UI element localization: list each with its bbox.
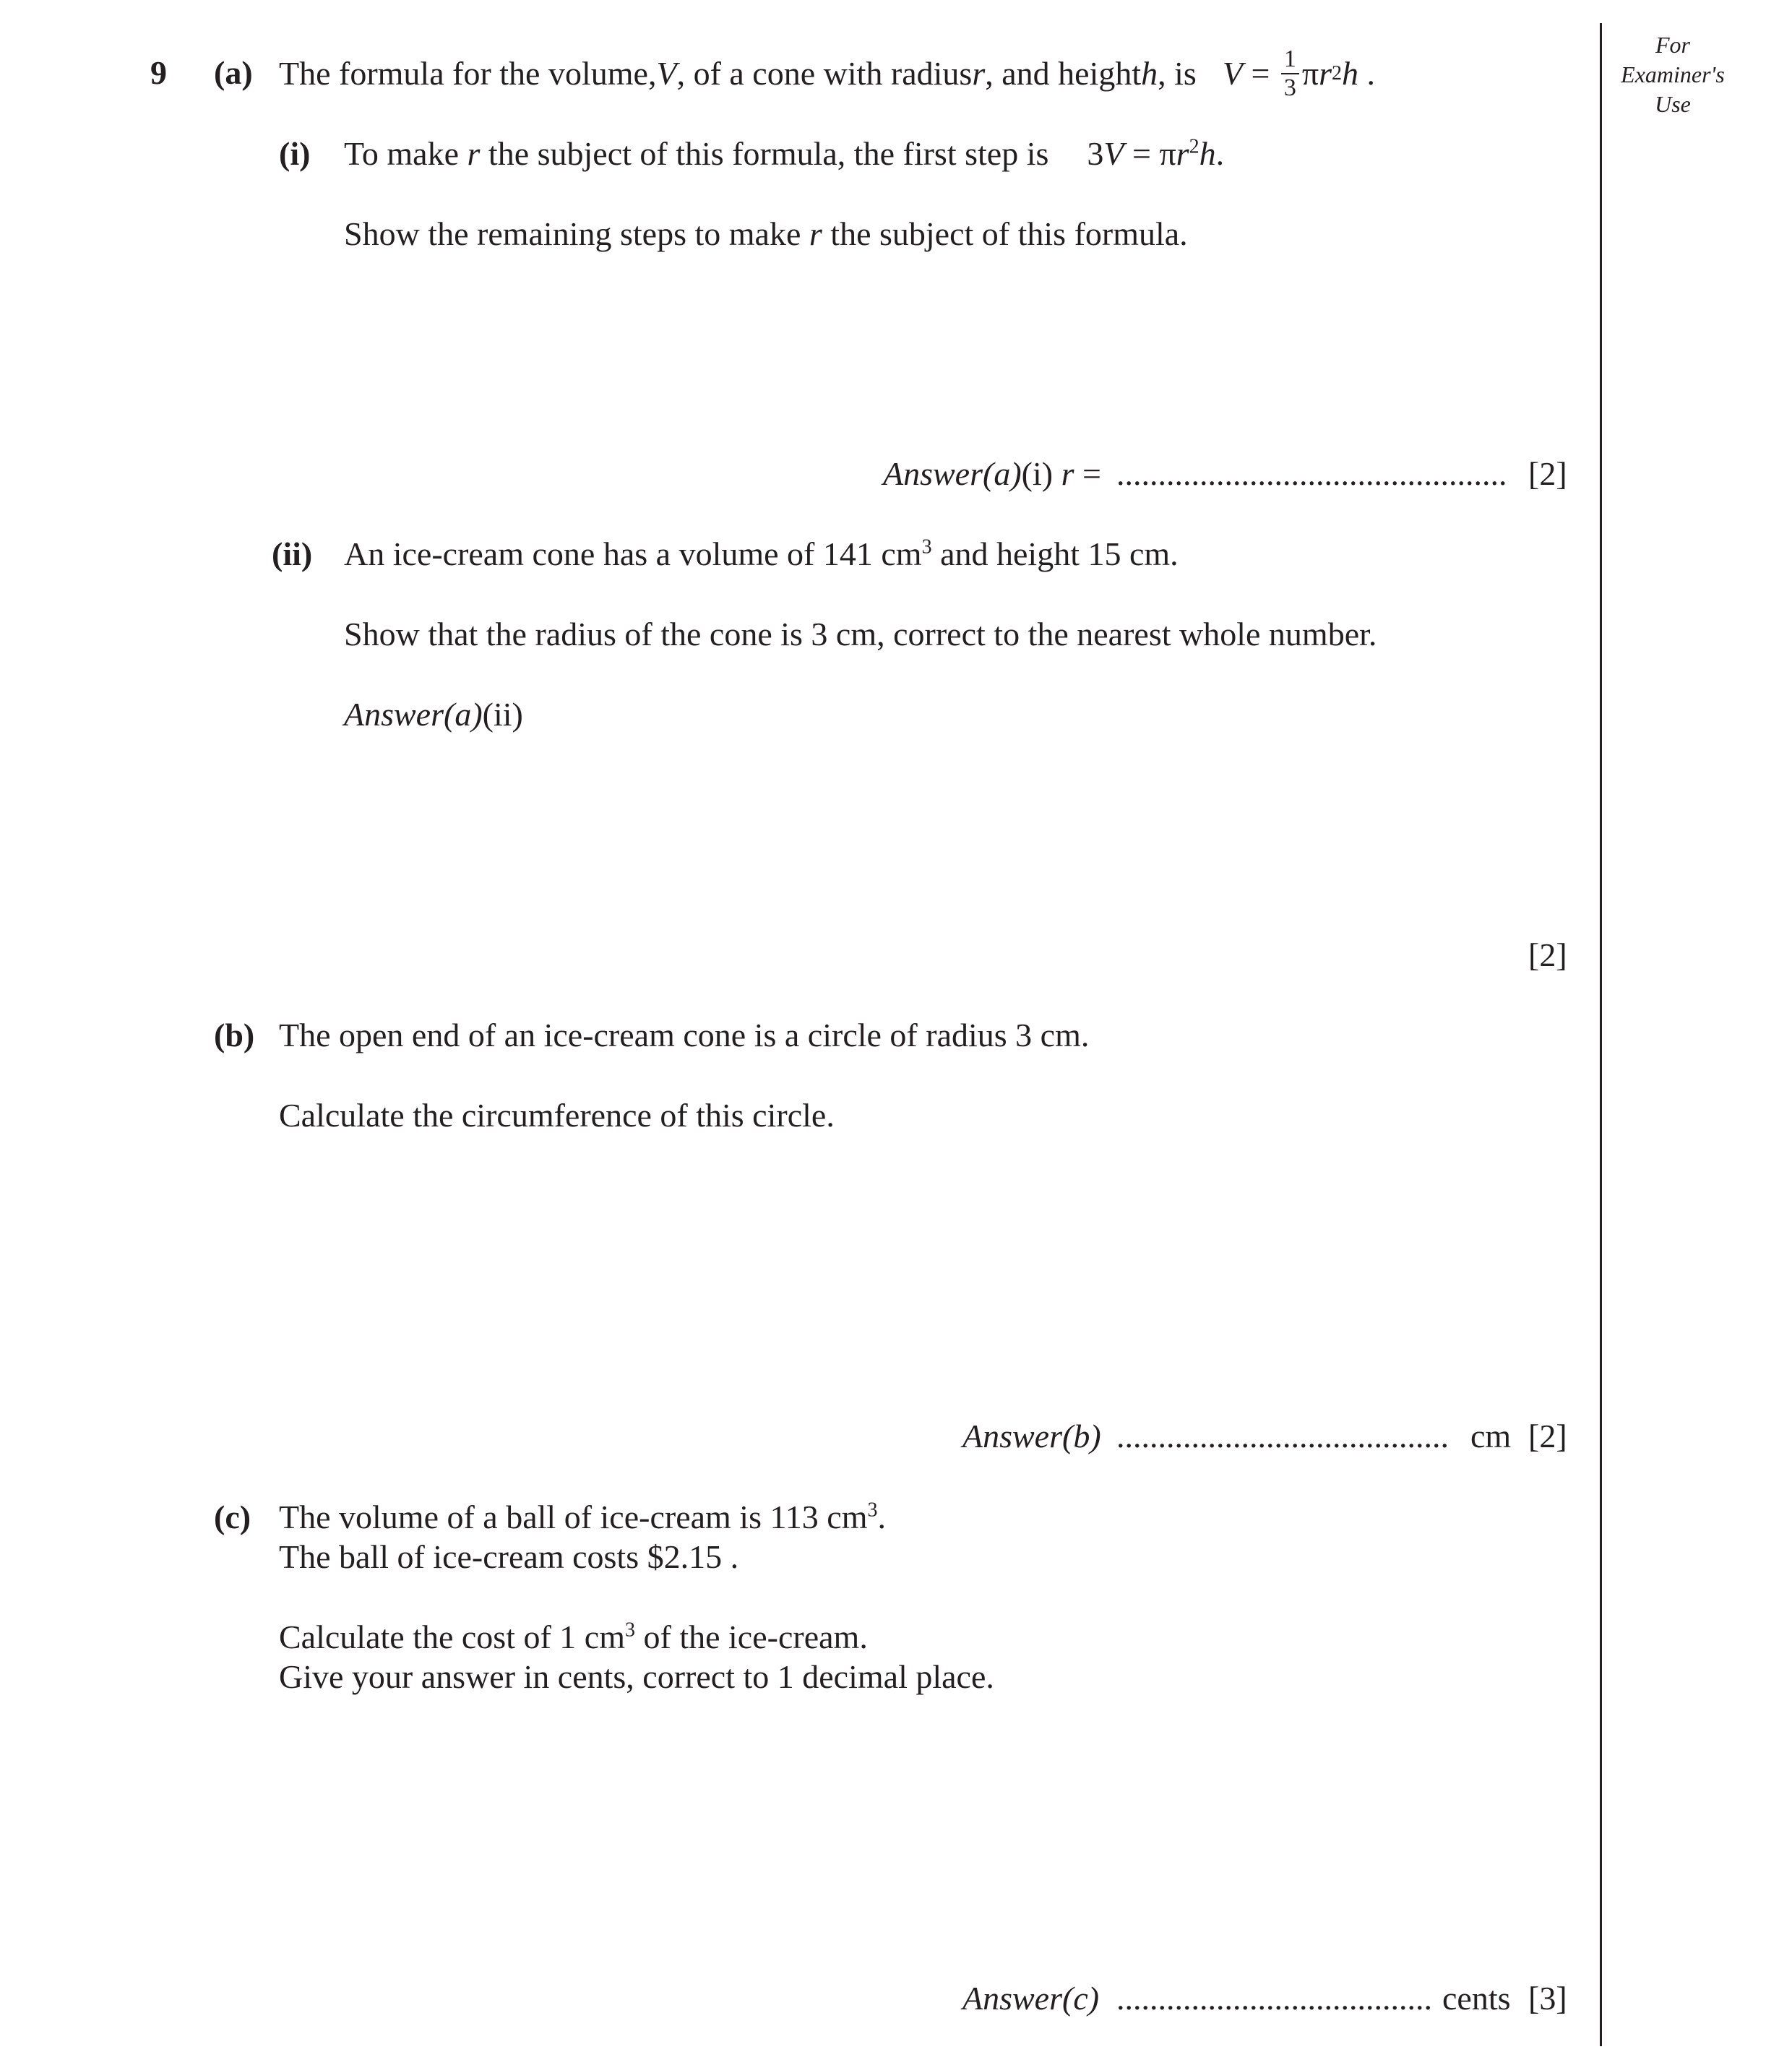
examiner-use-label xyxy=(1590,30,1756,119)
var-V: V xyxy=(656,55,677,92)
eq-r: r xyxy=(1176,135,1189,172)
fraction-denominator: 3 xyxy=(1283,74,1296,101)
answer-a-i-part: (i) xyxy=(1021,455,1061,492)
answer-a-ii xyxy=(344,698,523,731)
part-a-ii-text-1a: An ice-cream cone has a volume of 141 cm xyxy=(344,535,922,572)
part-a-ii-text-1 xyxy=(344,535,1179,572)
part-a-intro-text-3: , and height xyxy=(985,55,1142,92)
part-a-i-show-r: r xyxy=(809,215,822,252)
eq-V: V xyxy=(1103,135,1124,172)
marks-a-ii: [2] xyxy=(1528,936,1567,973)
formula-fraction xyxy=(1281,47,1299,100)
eq-3: 3 xyxy=(1087,135,1104,172)
formula-h: h xyxy=(1342,55,1359,92)
answer-c-label: Answer(c) xyxy=(962,1980,1100,2017)
answer-a-i-var: r xyxy=(1061,455,1074,492)
part-c-text-3b: of the ice-cream. xyxy=(635,1618,868,1655)
eq-end: . xyxy=(1215,135,1225,172)
part-a-ii-text-2: Show that the radius of the cone is 3 cm, correct to the nearest whole number. xyxy=(344,616,1377,652)
var-h: h xyxy=(1141,55,1158,92)
part-c-text-4: Give your answer in cents, correct to 1 decimal place. xyxy=(279,1658,994,1695)
part-c-text-2: The ball of ice-cream costs $2.15 . xyxy=(279,1538,739,1575)
examiner-line-2: Examiner's xyxy=(1621,61,1725,87)
eq-mid: = π xyxy=(1124,135,1176,172)
part-a-i-show-2: the subject of this formula. xyxy=(822,215,1188,252)
part-c-text-1a: The volume of a ball of ice-cream is 113 cm xyxy=(279,1499,868,1535)
answer-a-i-line[interactable]: ............................................... xyxy=(1116,455,1507,492)
question-number: 9 xyxy=(150,54,167,91)
examiner-line-3: Use xyxy=(1655,91,1691,117)
part-a-ii-text-1-sup: 3 xyxy=(921,535,932,559)
answer-a-i-eq: = xyxy=(1074,455,1101,492)
part-c-text-1b: . xyxy=(877,1499,886,1535)
part-c-label: (c) xyxy=(214,1499,251,1535)
answer-a-i xyxy=(883,457,1101,491)
answer-b-unit: cm xyxy=(1470,1418,1512,1454)
answer-b-line[interactable]: ........................................ xyxy=(1116,1418,1449,1454)
part-c-text-3 xyxy=(279,1618,868,1655)
part-a-label: (a) xyxy=(214,54,253,91)
answer-a-ii-part: (ii) xyxy=(482,696,523,733)
marks-b: [2] xyxy=(1528,1418,1567,1454)
part-a-ii-label: (ii) xyxy=(272,535,313,572)
first-step-equation xyxy=(1087,135,1224,172)
fraction-numerator: 1 xyxy=(1281,47,1299,74)
part-a-i-text-2: the subject of this formula, the first step is xyxy=(480,135,1049,172)
part-c-text-3a: Calculate the cost of 1 cm xyxy=(279,1618,626,1655)
formula-end: . xyxy=(1358,55,1376,92)
part-a-intro-text-1: The formula for the volume, xyxy=(279,55,657,92)
answer-a-ii-label: Answer(a) xyxy=(344,696,483,733)
answer-c-line[interactable]: ...................................... xyxy=(1116,1980,1432,2017)
part-a-i-label: (i) xyxy=(279,135,311,172)
var-r: r xyxy=(972,55,986,92)
answer-c-unit: cents xyxy=(1442,1980,1511,2017)
part-a-i-text-1: To make xyxy=(344,135,468,172)
part-c-text-1-sup: 3 xyxy=(867,1499,878,1522)
answer-b-label: Answer(b) xyxy=(962,1418,1101,1454)
marks-c: [3] xyxy=(1528,1980,1567,2017)
marks-a-i: [2] xyxy=(1528,455,1567,492)
part-a-intro-text-2: , of a cone with radius xyxy=(676,55,973,92)
part-a-i-var-r: r xyxy=(467,135,481,172)
part-b-text-2: Calculate the circumference of this circle. xyxy=(279,1097,835,1134)
eq-exp: 2 xyxy=(1189,135,1199,158)
eq-h: h xyxy=(1199,135,1216,172)
answer-a-i-label: Answer(a) xyxy=(883,455,1022,492)
formula-r: r xyxy=(1319,55,1332,92)
formula-lhs: V xyxy=(1222,55,1243,92)
examiner-line-1: For xyxy=(1655,32,1690,58)
cone-volume-formula: V = $\frac{1}{3}$ π r 2 h . xyxy=(1222,46,1376,101)
part-a-intro xyxy=(279,45,1375,103)
part-c-text-1 xyxy=(279,1501,886,1534)
part-b-label: (b) xyxy=(214,1017,255,1053)
part-b-text-1: The open end of an ice-cream cone is a circle of radius 3 cm. xyxy=(279,1017,1090,1053)
examiner-margin-rule xyxy=(1600,23,1602,2046)
part-a-i-show-1: Show the remaining steps to make xyxy=(344,215,809,252)
part-c-text-3-sup: 3 xyxy=(625,1618,636,1642)
part-a-ii-text-1b: and height 15 cm. xyxy=(931,535,1179,572)
part-a-i-text xyxy=(344,137,1224,171)
part-a-intro-text-4: , is xyxy=(1158,55,1197,92)
formula-pi: π xyxy=(1301,55,1319,92)
formula-equals: = xyxy=(1242,55,1278,92)
part-a-i-instruction xyxy=(344,217,1188,251)
